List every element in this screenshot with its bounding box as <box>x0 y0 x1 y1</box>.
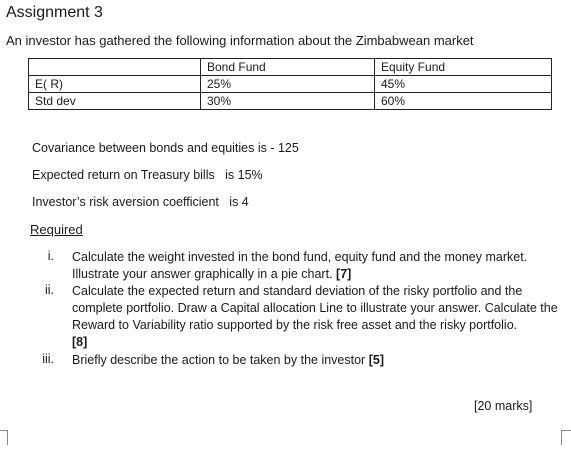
question-1 <box>72 249 560 283</box>
question-text: Calculate the expected return and standard deviation of the risky portfolio and the complete portfolio. Draw a Capital allocation Line to illustrate your answer. Calculate the Reward to Variability ratio supported by the risk free asset and the risky portfolio. <box>72 284 558 332</box>
total-marks: [20 marks] <box>474 399 533 413</box>
question-number: i. <box>47 249 54 263</box>
question-marks: [8] <box>72 335 88 349</box>
intro-text: An investor has gathered the following information about the Zimbabwean market <box>6 33 474 48</box>
question-2 <box>72 283 560 351</box>
table-header-cell <box>29 59 201 76</box>
table-row <box>29 93 552 110</box>
table-header-cell: Equity Fund <box>375 59 552 76</box>
table-row-label: Std dev <box>29 93 201 110</box>
table-row-label: E( R) <box>29 76 201 93</box>
treasury-fact: Expected return on Treasury bills is 15% <box>32 168 263 182</box>
table-cell-bond: 25% <box>201 76 375 93</box>
table-cell-equity: 45% <box>375 76 552 93</box>
returns-table <box>28 58 552 110</box>
question-text: Briefly describe the action to be taken by the investor <box>72 353 366 367</box>
question-text: Calculate the weight invested in the bond fund, equity fund and the money market. Illustrate your answer graphically in a pie chart. <box>72 250 528 281</box>
question-3 <box>72 352 560 369</box>
table-cell-equity: 60% <box>375 93 552 110</box>
page-corner-mark <box>561 430 571 445</box>
required-heading: Required <box>30 222 83 237</box>
table-row <box>29 76 552 93</box>
question-marks: [7] <box>336 267 352 281</box>
table-header-cell: Bond Fund <box>201 59 375 76</box>
covariance-fact: Covariance between bonds and equities is - 125 <box>32 141 299 155</box>
question-marks: [5] <box>368 353 384 367</box>
page-corner-mark <box>0 430 8 445</box>
table-header-row <box>29 59 552 76</box>
table-cell-bond: 30% <box>201 93 375 110</box>
question-number: iii. <box>42 352 54 366</box>
page-title: Assignment 3 <box>6 4 103 21</box>
question-number: ii. <box>44 283 54 297</box>
risk-aversion-fact: Investor’s risk aversion coefficient is 4 <box>32 195 249 209</box>
